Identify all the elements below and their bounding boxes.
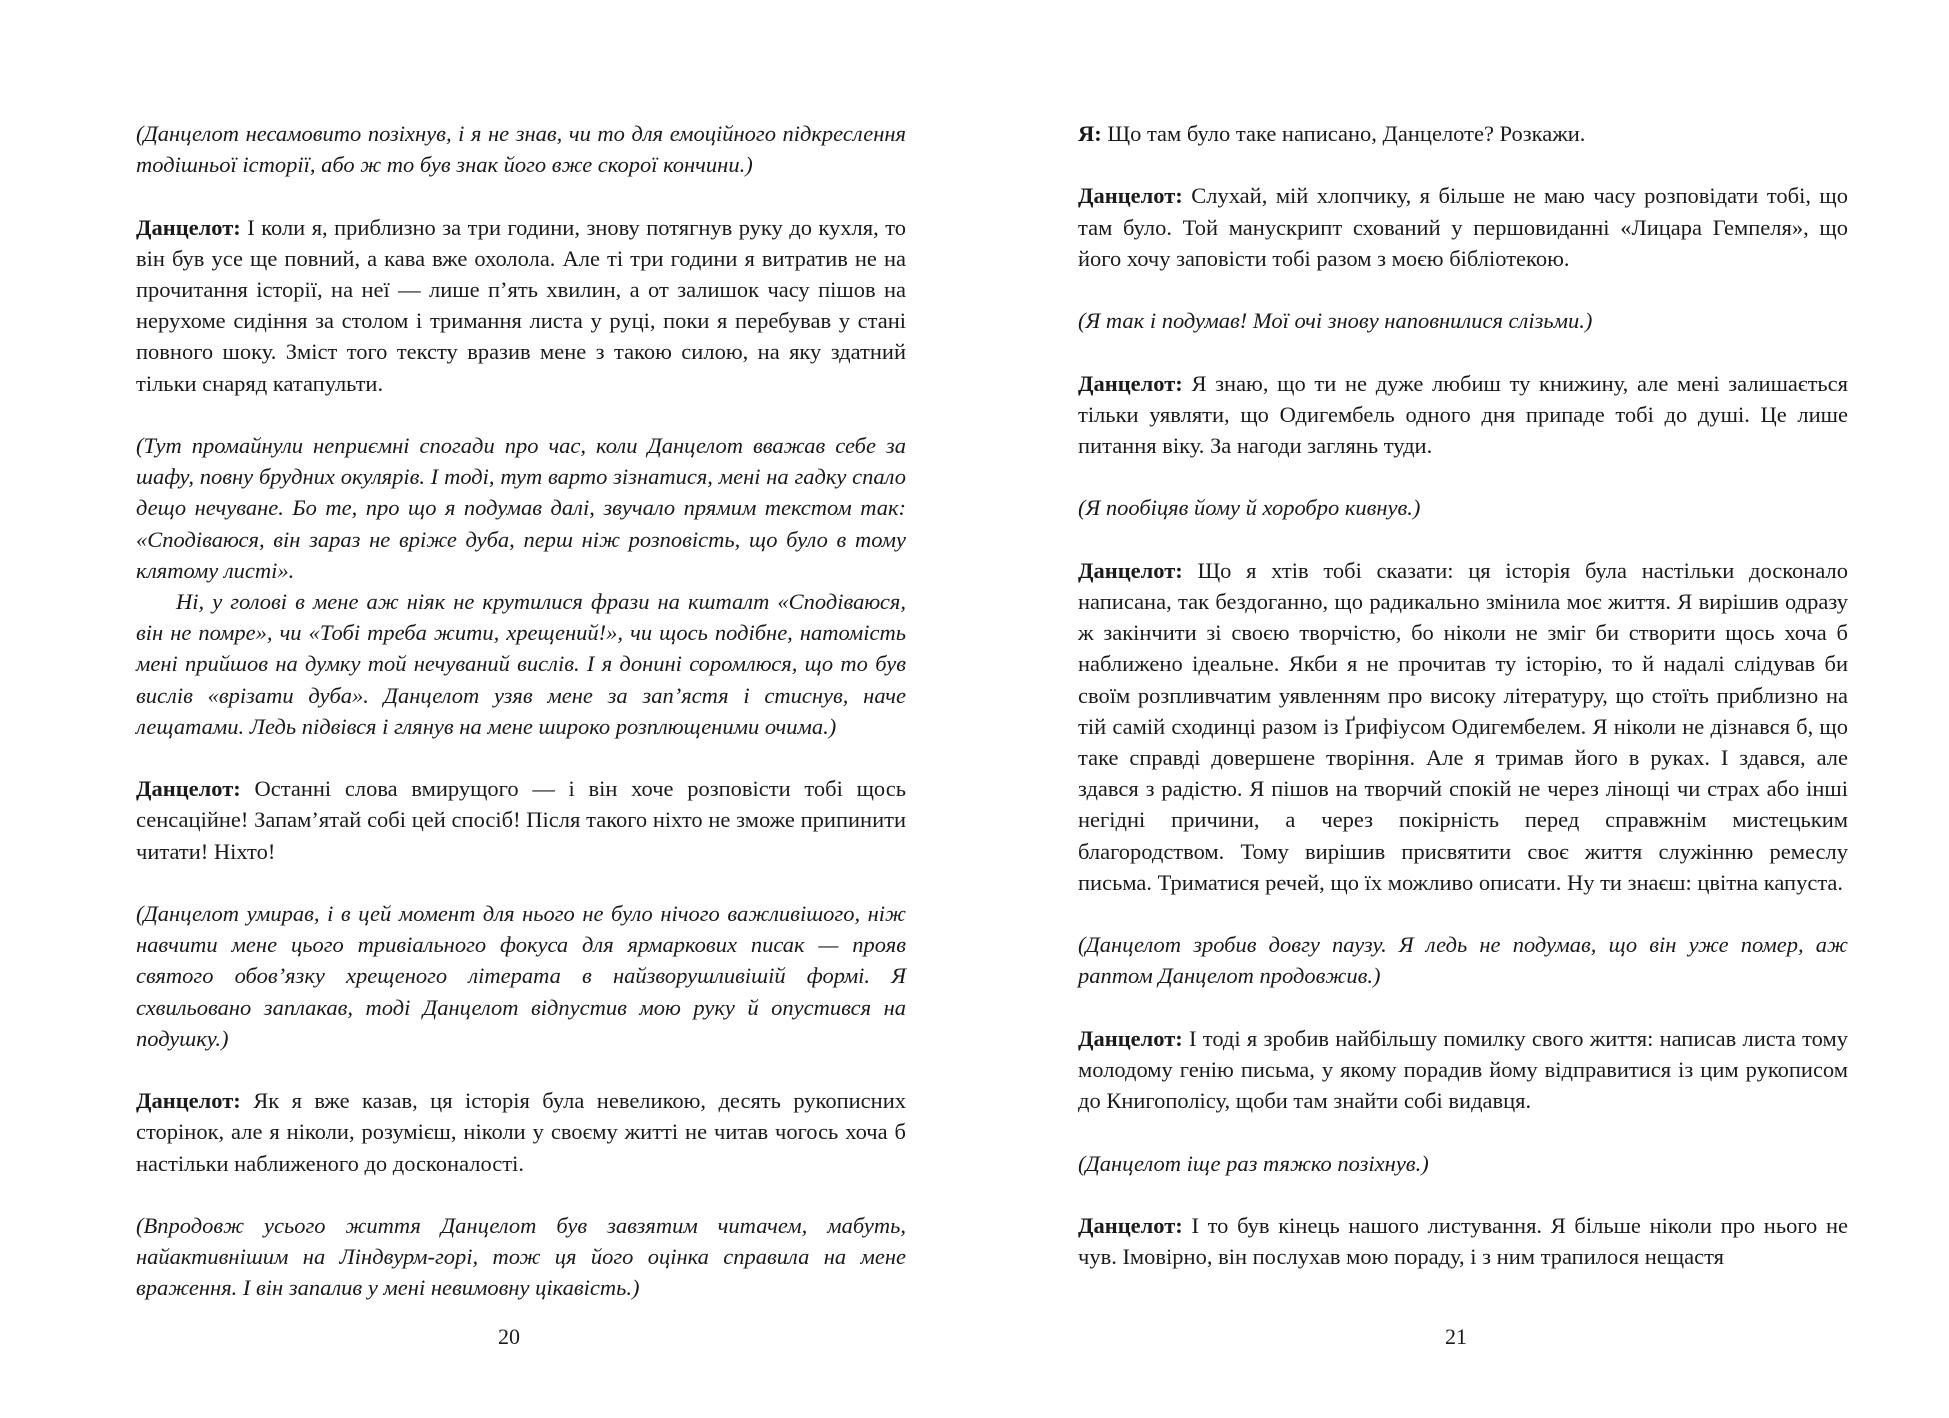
left-page — [0, 0, 974, 1418]
stage-direction: (Данцелот умирав, і в цей момент для нього не було нічого важливішого, ніж навчити мене цього тривіального фокуса для ярмаркових писак — прояв святого обов’язку хрещеного літерата в найзворушливішій формі. Я схвильовано заплакав, тоді Данцелот відпустив мою руку й опустився на подушку.) — [136, 901, 906, 1051]
dialogue-text: Що там було таке написано, Данцелоте? Розкажи. — [1101, 121, 1586, 146]
dialogue-paragraph — [1078, 368, 1848, 462]
stage-direction: (Данцелот зробив довгу паузу. Я ледь не подумав, що він уже помер, аж раптом Данцелот продовжив.) — [1078, 932, 1848, 989]
stage-direction: (Я так і подумав! Мої очі знову наповнилися слізьми.) — [1078, 308, 1593, 334]
speaker-name: Данцелот: — [1078, 183, 1183, 209]
dialogue-text: І то був кінець нашого листування. Я більше ніколи про нього не чув. Імовірно, він послухав мою пораду, і з ним трапилося нещастя — [1078, 1212, 1848, 1270]
dialogue-paragraph — [1078, 180, 1848, 274]
stage-direction: Ні, у голові в мене аж ніяк не крутилися фрази на кшталт «Сподіваюся, він не помре», чи «Тобі треба жити, хрещений!», чи щось подібне, натомість мені прийшов на думку той нечуваний вислів. І я донині соромлюся, що то був вислів «врізати дуба». Данцелот узяв мене за зап’ястя і стиснув, наче лещатами. Ледь підвівся і глянув на мене широко розплющеними очима.) — [136, 589, 906, 739]
dialogue-text: Як я вже казав, ця історія була невеликою, десять рукописних сторінок, але я ніколи, розумієш, ніколи у своєму житті не читав чогось хоча б настільки наближеного до досконалості. — [136, 1088, 906, 1176]
dialogue-paragraph — [1078, 1023, 1848, 1117]
dialogue-text: Що я хтів тобі сказати: ця історія була настільки досконало написана, так бездоганно, що радикально змінила моє життя. Я вирішив одразу ж закінчити зі своєю творчістю, бо ніколи не зміг би створити щось хоча б наближено ідеальне. Якби я не прочитав ту історію, то й надалі слідував би своїм розпливчатим уявленням про високу літературу, що стоїть приблизно на тій самій сходинці разом із Ґрифіусом Одигембелем. Я ніколи не дізнався б, що таке справді довершене творіння. Але я тримав його в руках. І здався, але здався з радістю. Я пішов на творчий спокій не через лінощі чи страх або інші негідні причини, а через покірність перед справжнім мистецьким благородством. Тому вирішив присвятити своє життя служінню ремеслу письма. Триматися речей, що їх можливо описати. Ну ти знаєш: цвітна капуста. — [1078, 557, 1848, 895]
dialogue-text: І тоді я зробив найбільшу помилку свого життя: написав листа тому молодому генію письма, у якому порадив йому відправитися із цим рукописом до Книгополісу, щоби там знайти собі видавця. — [1078, 1025, 1848, 1114]
speaker-name: Данцелот: — [136, 1088, 241, 1114]
page-number: 21 — [1445, 1324, 1467, 1349]
dialogue-text: Останні слова вмирущого — і він хоче розповісти тобі щось сенсаційне! Запам’ятай собі цей спосіб! Після такого ніхто не зможе припинити читати! Ніхто! — [136, 776, 906, 864]
speaker-name: Данцелот: — [136, 214, 241, 240]
speaker-name: Данцелот: — [1078, 370, 1183, 396]
dialogue-paragraph — [136, 1085, 906, 1179]
stage-direction: (Впродовж усього життя Данцелот був завзятим читачем, мабуть, найактивнішим на Ліндвурм-горі, тож ця його оцінка справила на мене враження. І він запалив у мені невимовну цікавість.) — [136, 1213, 906, 1301]
dialogue-text: Я знаю, що ти не дуже любиш ту книжину, але мені залишається тільки уявляти, що Одигембель одного дня припаде тобі до душі. Це лише питання віку. За нагоди заглянь туди. — [1078, 370, 1848, 458]
dialogue-paragraph — [1078, 555, 1848, 898]
dialogue-text: І коли я, приблизно за три години, знову потягнув руку до кухля, то він був усе ще повний, а кава вже охолола. Але ті три години я витратив не на прочитання історії, на неї — лише п’ять хвилин, а от залишок часу пішов на нерухоме сидіння за столом і тримання листа у руці, поки я перебував у стані повного шоку. Зміст того тексту вразив мене з такою силою, на яку здатний тільки снаряд катапульти. — [136, 214, 906, 396]
dialogue-paragraph — [1078, 118, 1848, 149]
speaker-name: Я: — [1078, 121, 1102, 146]
dialogue-paragraph — [136, 773, 906, 867]
left-page-text — [136, 118, 906, 1335]
speaker-name: Данцелот: — [1078, 1212, 1183, 1238]
dialogue-paragraph — [136, 212, 906, 399]
stage-direction: (Тут промайнули неприємні спогади про час, коли Данцелот вважав себе за шафу, повну брудних окулярів. І тоді, тут варто зізнатися, мені на гадку спало дещо нечуване. Бо те, про що я подумав далі, звучало прямим текстом так: «Сподіваюся, він зараз не вріже дуба, перш ніж розповість, що було в тому клятому листі». — [136, 433, 906, 583]
right-page-text — [1078, 118, 1848, 1304]
dialogue-paragraph — [1078, 1210, 1848, 1272]
right-page — [974, 0, 1949, 1418]
dialogue-text: Слухай, мій хлопчику, я більше не маю часу розповідати тобі, що там було. Той манускрипт схований у першовиданні «Лицара Гемпеля», що його хочу заповісти тобі разом з моєю бібліотекою. — [1078, 183, 1848, 271]
speaker-name: Данцелот: — [1078, 1025, 1183, 1051]
stage-direction: (Я пообіцяв йому й хоробро кивнув.) — [1078, 495, 1421, 521]
stage-direction: (Данцелот несамовито позіхнув, і я не знав, чи то для емоційного підкреслення тодішньої історії, або ж то був знак його вже скорої кончини.) — [136, 121, 906, 178]
stage-direction: (Данцелот іще раз тяжко позіхнув.) — [1078, 1150, 1429, 1176]
speaker-name: Данцелот: — [1078, 557, 1183, 583]
page-number: 20 — [498, 1324, 520, 1349]
speaker-name: Данцелот: — [136, 776, 241, 802]
